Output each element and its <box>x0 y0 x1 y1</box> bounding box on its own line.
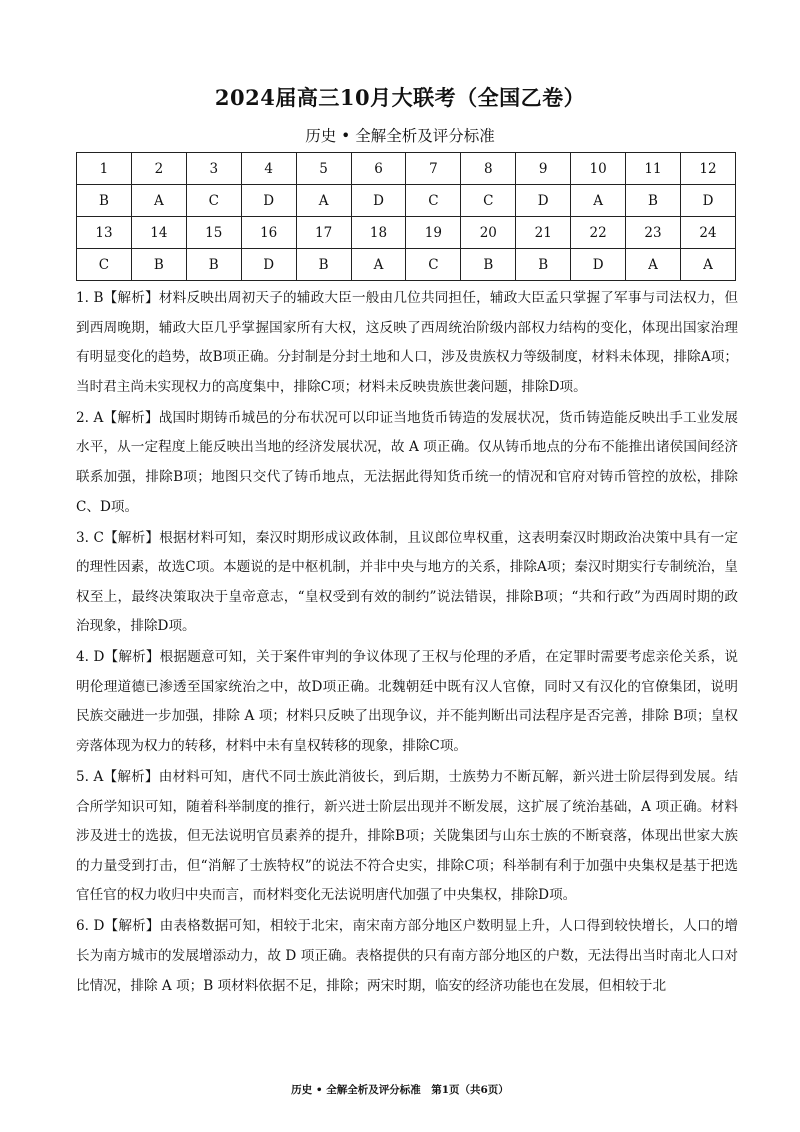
answer-cell: A <box>571 185 626 217</box>
answer-cell: B <box>296 249 351 281</box>
page-title: 2024届高三10月大联考（全国乙卷） <box>214 85 586 110</box>
question-number-cell: 17 <box>296 217 351 249</box>
explanation-item: 1. B【解析】材料反映出周初天子的辅政大臣一般由几位共同担任，辅政大臣孟只掌握了军事与司法权力，但到西周晚期，辅政大臣几乎掌握国家所有大权，这反映了西周统治阶级内部权力结构的变化，体现出国家治理有明显变化的趋势，故B项正确。分封制是分封土地和人口，涉及贵族权力等级制度，材料未体现，排除A项；当时君主尚未实现权力的高度集中，排除C项；材料未反映贵族世袭问题，排除D项。 <box>76 290 738 395</box>
question-number-cell: 3 <box>186 153 241 185</box>
answer-cell: C <box>77 249 132 281</box>
answer-cell: A <box>626 249 681 281</box>
question-number-cell: 12 <box>680 153 735 185</box>
question-number-cell: 4 <box>241 153 296 185</box>
question-number-cell: 20 <box>461 217 516 249</box>
question-number-cell: 22 <box>571 217 626 249</box>
answer-cell: B <box>626 185 681 217</box>
explanation-item: 2. A【解析】战国时期铸币城邑的分布状况可以印证当地货币铸造的发展状况，货币铸造能反映出手工业发展水平，从一定程度上能反映出当地的经济发展状况，故 A 项正确。仅从铸币地点的分布不能推出诸侯国间经济联系加强，排除B项；地图只交代了铸币地点，无法据此得知货币统一的情况和官府对铸币管控的放松，排除C、D项。 <box>76 409 738 515</box>
page-footer: 历史 • 全解全析及评分标准 第1页（共6页） <box>291 1084 509 1096</box>
question-number-cell: 13 <box>77 217 132 249</box>
question-number-row <box>77 217 736 249</box>
answer-cell: C <box>461 185 516 217</box>
page-subtitle: 历史 • 全解全析及评分标准 <box>305 127 495 145</box>
question-number-cell: 24 <box>680 217 735 249</box>
question-number-cell: 6 <box>351 153 406 185</box>
answer-cell: C <box>406 185 461 217</box>
answer-cell: A <box>296 185 351 217</box>
explanations <box>76 284 738 1003</box>
question-number-cell: 1 <box>77 153 132 185</box>
explanation-item: 6. D【解析】由表格数据可知，相较于北宋，南宋南方部分地区户数明显上升，人口得到较快增长，人口的增长为南方城市的发展增添动力，故 D 项正确。表格提供的只有南方部分地区的户数，无法得出当时南北人口对比情况，排除 A 项；B 项材料依据不足，排除；两宋时期，临安的经济功能也在发展，但相较于北 <box>76 918 738 994</box>
explanation-item: 3. C【解析】根据材料可知，秦汉时期形成议政体制，且议郎位卑权重，这表明秦汉时期政治决策中具有一定的理性因素，故选C项。本题说的是中枢机制，并非中央与地方的关系，排除A项；秦汉时期实行专制统治，皇权至上，最终决策取决于皇帝意志，“皇权受到有效的制约”说法错误，排除B项；“共和行政”为西周时期的政治现象，排除D项。 <box>76 529 738 635</box>
answer-row <box>77 185 736 217</box>
question-number-cell: 2 <box>131 153 186 185</box>
question-number-cell: 10 <box>571 153 626 185</box>
answer-cell: C <box>406 249 461 281</box>
explanation-item: 4. D【解析】根据题意可知，关于案件审判的争议体现了王权与伦理的矛盾，在定罪时需要考虑亲伦关系，说明伦理道德已渗透至国家统治之中，故D项正确。北魏朝廷中既有汉人官僚，同时又有汉化的官僚集团，说明民族交融进一步加强，排除 A 项；材料只反映了出现争议，并不能判断出司法程序是否完善，排除 B项；皇权旁落体现为权力的转移，材料中未有皇权转移的现象，排除C项。 <box>76 649 738 755</box>
answer-cell: D <box>241 249 296 281</box>
answer-cell: D <box>516 185 571 217</box>
question-number-cell: 18 <box>351 217 406 249</box>
answer-key-table <box>76 152 736 281</box>
answer-row <box>77 249 736 281</box>
answer-cell: B <box>186 249 241 281</box>
question-number-cell: 14 <box>131 217 186 249</box>
question-number-cell: 19 <box>406 217 461 249</box>
answer-cell: B <box>77 185 132 217</box>
answer-cell: A <box>351 249 406 281</box>
question-number-cell: 15 <box>186 217 241 249</box>
question-number-cell: 8 <box>461 153 516 185</box>
question-number-row <box>77 153 736 185</box>
answer-cell: B <box>516 249 571 281</box>
answer-cell: C <box>186 185 241 217</box>
question-number-cell: 11 <box>626 153 681 185</box>
answer-cell: A <box>131 185 186 217</box>
answer-cell: D <box>680 185 735 217</box>
question-number-cell: 7 <box>406 153 461 185</box>
question-number-cell: 21 <box>516 217 571 249</box>
explanation-item: 5. A【解析】由材料可知，唐代不同士族此消彼长，到后期，士族势力不断瓦解，新兴进士阶层得到发展。结合所学知识可知，随着科举制度的推行，新兴进士阶层出现并不断发展，这扩展了统治基础，A 项正确。材料涉及进士的选拔，但无法说明官员素养的提升，排除B项；关陇集团与山东士族的不断衰落，体现出世家大族的力量受到打击，但“消解了士族特权”的说法不符合史实，排除C项；科举制有利于加强中央集权是基于把选官任官的权力收归中央而言，而材料变化无法说明唐代加强了中央集权，排除D项。 <box>76 769 738 904</box>
answer-cell: B <box>131 249 186 281</box>
answer-cell: D <box>241 185 296 217</box>
answer-cell: D <box>571 249 626 281</box>
question-number-cell: 16 <box>241 217 296 249</box>
answer-cell: B <box>461 249 516 281</box>
question-number-cell: 9 <box>516 153 571 185</box>
answer-cell: D <box>351 185 406 217</box>
answer-cell: A <box>680 249 735 281</box>
question-number-cell: 23 <box>626 217 681 249</box>
question-number-cell: 5 <box>296 153 351 185</box>
